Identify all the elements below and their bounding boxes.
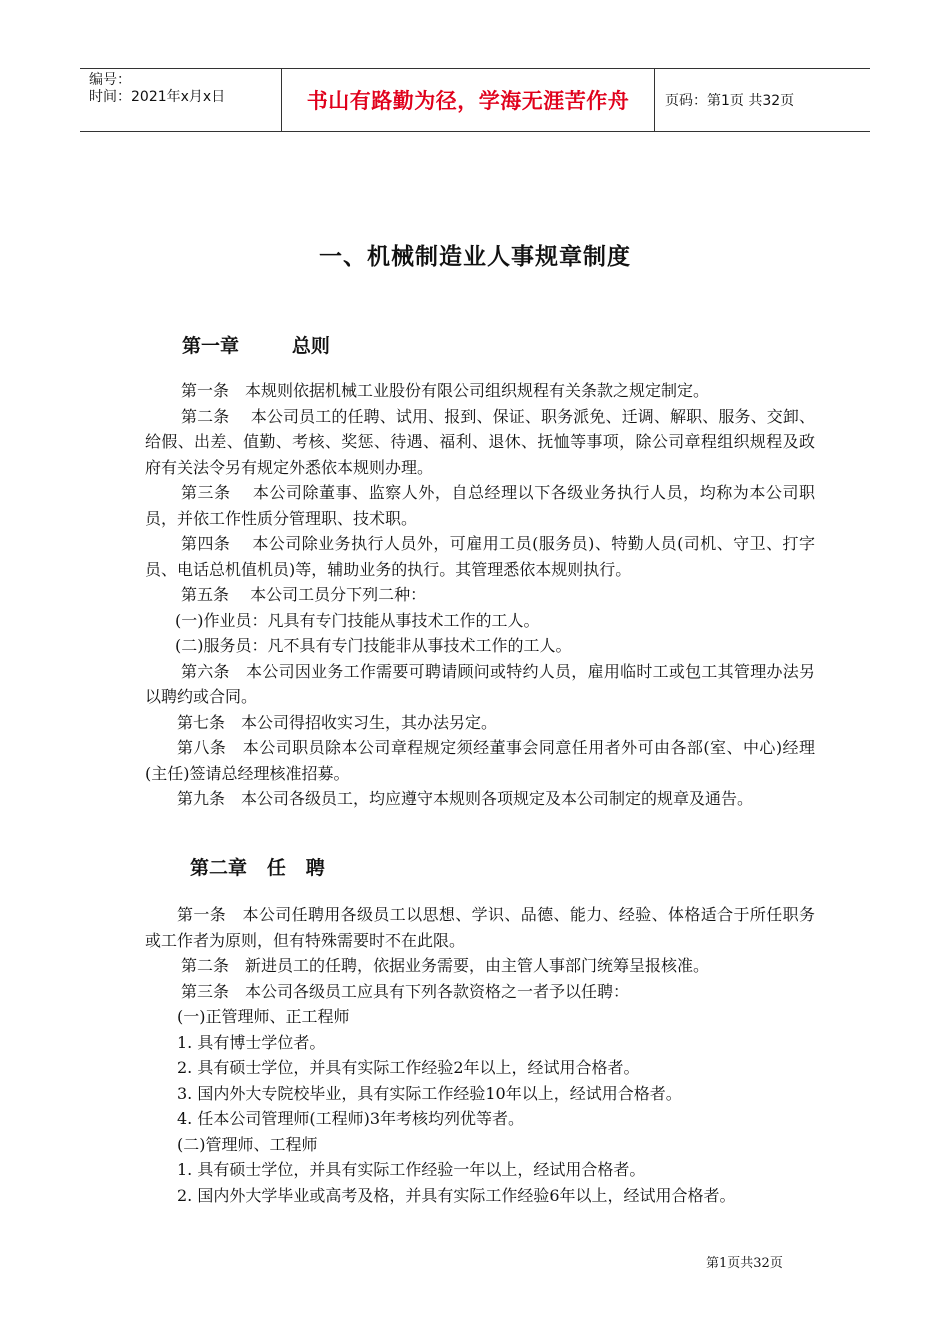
paragraph: (二)服务员：凡不具有专门技能非从事技术工作的工人。 [175, 636, 572, 655]
paragraph: 2. 具有硕士学位，并具有实际工作经验2年以上，经试用合格者。 [177, 1058, 640, 1077]
time-label: 时间：2021年x月x日 [89, 89, 226, 105]
document-title: 一、机械制造业人事规章制度 [319, 244, 631, 270]
paragraph: (二)管理师、工程师 [177, 1134, 318, 1154]
paragraph: 第三条 本公司各级员工应具有下列各款资格之一者予以任聘： [181, 981, 630, 1001]
paragraph: 第二条 新进员工的任聘，依据业务需要，由主管人事部门统筹呈报核准。 [181, 956, 710, 975]
paragraph: 3. 国内外大专院校毕业，具有实际工作经验10年以上，经试用合格者。 [177, 1083, 682, 1103]
paragraph: 第二条 本公司员工的任聘、试用、报到、保证、职务派免、迁调、解职、服务、交卸、给假、出差、值勤、考核、奖惩、待遇、福利、退休、抚恤等事项，除公司章程组织规程及政府有关法令另有规定外悉依本规则办理。 [145, 406, 815, 477]
paragraph: 第五条 本公司工员分下列二种： [181, 585, 427, 604]
paragraph: 第八条 本公司职员除本公司章程规定须经董事会同意任用者外可由各部(室、中心)经理(主任)签请总经理核准招募。 [145, 738, 815, 783]
paragraph: 第三条 本公司除董事、监察人外，自总经理以下各级业务执行人员，均称为本公司职员，并依工作性质分管理职、技术职。 [145, 483, 815, 528]
paragraph: 第七条 本公司得招收实习生，其办法另定。 [177, 712, 498, 732]
motto-text: 书山有路勤为径，学海无涯苦作舟 [306, 89, 630, 113]
header-meta [80, 69, 282, 131]
chapter1-heading: 第一章 总则 [182, 335, 330, 357]
chapter2-heading: 第二章 任 聘 [190, 857, 325, 879]
chapter2-body [145, 902, 815, 1208]
paragraph: 1. 具有硕士学位，并具有实际工作经验一年以上，经试用合格者。 [177, 1160, 646, 1179]
paragraph: (一)正管理师、正工程师 [177, 1007, 350, 1026]
paragraph: 第四条 本公司除业务执行人员外，可雇用工员(服务员)、特勤人员(司机、守卫、打字员、电话总机值机员)等，辅助业务的执行。其管理悉依本规则执行。 [145, 534, 815, 579]
page-header [80, 68, 870, 132]
paragraph: 1. 具有博士学位者。 [177, 1032, 326, 1052]
paragraph: 2. 国内外大学毕业或高考及格，并具有实际工作经验6年以上，经试用合格者。 [177, 1185, 736, 1205]
paragraph: 第九条 本公司各级员工，均应遵守本规则各项规定及本公司制定的规章及通告。 [177, 789, 754, 808]
page-footer: 第1页共32页 [706, 1256, 783, 1271]
paragraph: 第六条 本公司因业务工作需要可聘请顾问或特约人员，雇用临时工或包工其管理办法另以聘约或合同。 [145, 661, 815, 706]
paragraph: (一)作业员：凡具有专门技能从事技术工作的工人。 [175, 610, 540, 630]
header-page-info: 页码：第1页 共32页 [665, 93, 795, 109]
paragraph: 第一条 本公司任聘用各级员工以思想、学识、品德、能力、经验、体格适合于所任职务或工作者为原则，但有特殊需要时不在此限。 [145, 905, 815, 950]
chapter1-body [145, 378, 815, 812]
number-label: 编号： [89, 72, 131, 88]
header-motto-cell [282, 69, 655, 131]
paragraph: 第一条 本规则依据机械工业股份有限公司组织规程有关条款之规定制定。 [181, 381, 710, 400]
paragraph: 4. 任本公司管理师(工程师)3年考核均列优等者。 [177, 1109, 525, 1128]
